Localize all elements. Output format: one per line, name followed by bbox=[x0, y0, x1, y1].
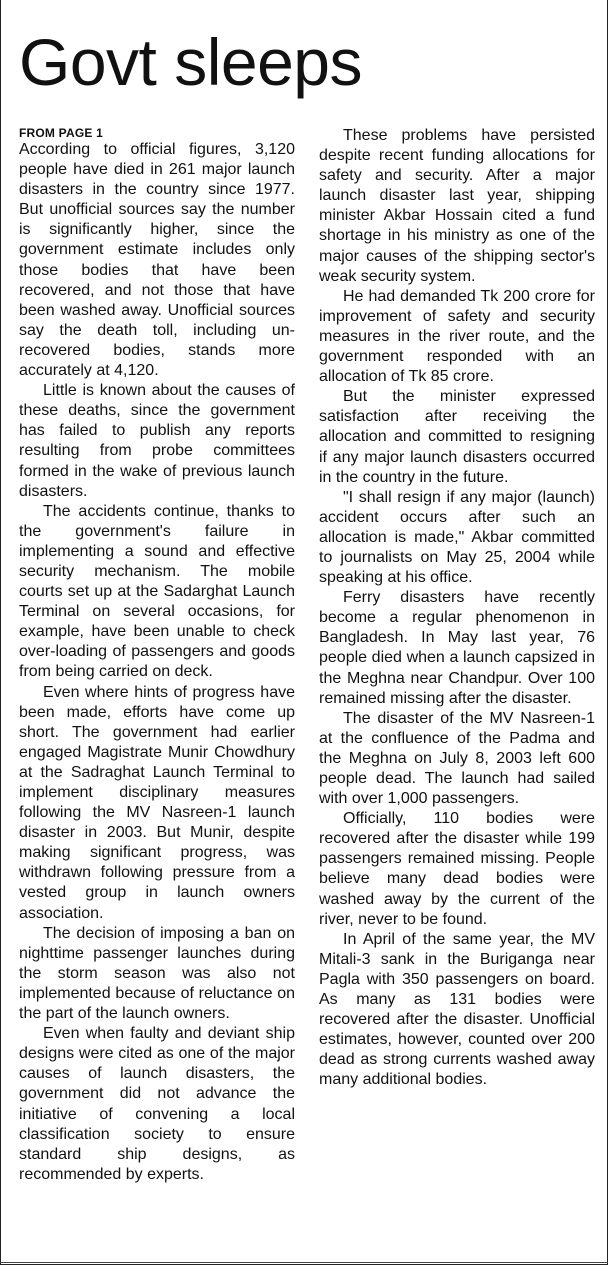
paragraph: Officially, 110 bodies were recovered after the disaster while 199 passengers remained missing. People believe many dead bodies were washed away by the current of the river, never to be found. bbox=[319, 810, 595, 928]
paragraph: But the minister expressed satisfaction after receiving the allocation and committed to resigning if any major launch disasters occurred in the country in the future. bbox=[319, 388, 595, 486]
bottom-rule bbox=[0, 1262, 608, 1263]
paragraph: He had demanded Tk 200 crore for improvement of safety and security measures in the river route, and the government responded with an allocation of Tk 85 crore. bbox=[319, 287, 595, 386]
paragraph: Little is known about the causes of these deaths, since the government has failed to publish any reports resulting from probe committees formed in the wake of previous launch disasters. bbox=[19, 382, 295, 500]
paragraph: The disaster of the MV Nasreen-1 at the confluence of the Padma and the Meghna on July 8, 2003 left 600 people dead. The launch had sailed with over 1,000 passengers. bbox=[319, 709, 595, 808]
paragraph: "I shall resign if any major (launch) accident occurs after such an allocation is made," Akbar committed to journalists on May 25, 2004 while speaking at his office. bbox=[319, 488, 595, 587]
paragraph: These problems have persisted despite recent funding allocations for safety and security. After a major launch disaster last year, shipping minister Akbar Hossain cited a fund shortage in his ministry as one of the major causes of the shipping sector's weak security system. bbox=[319, 127, 595, 285]
paragraph: Even when faulty and deviant ship designs were cited as one of the major causes of launch disasters, the government did not advance the initiative of convening a local classification society to ensure standard ship designs, as recommended by experts. bbox=[19, 1025, 295, 1183]
paragraph: Ferry disasters have recently become a regular phenomenon in Bangladesh. In May last year, 76 people died when a launch capsized in the Meghna near Chandpur. Over 100 remained missing after the disaster. bbox=[319, 589, 595, 707]
right-column bbox=[319, 126, 595, 1091]
paragraph: Even where hints of progress have been made, efforts have come up short. The government had earlier engaged Magistrate Munir Chowdhury at the Sadraghat Launch Terminal to implement disciplinary measures following the MV Nasreen-1 launch disaster in 2003. But Munir, despite making significant progress, was withdrawn following pressure from a vested group in launch owners association. bbox=[19, 683, 295, 922]
paragraph: According to official figures, 3,120 people have died in 261 major launch disasters in the country since 1977. But unofficial sources say the number is significantly higher, since the government estimate includes only those bodies that have been recovered, and not those that have been washed away. Unofficial sources say the death toll, including un-recovered bodies, stands more accurately at 4,120. bbox=[19, 141, 295, 380]
paragraph: The accidents continue, thanks to the government's failure in implementing a sound and effective security mechanism. The mobile courts set up at the Sadarghat Launch Terminal on several occasions, for example, have been unable to check over-loading of passengers and goods from being carried on deck. bbox=[19, 502, 295, 681]
headline: Govt sleeps bbox=[19, 25, 362, 99]
paragraph: In April of the same year, the MV Mitali-3 sank in the Buriganga near Pagla with 350 passengers on board. As many as 131 bodies were recovered after the disaster. Unofficial estimates, however, counted over 200 dead as strong currents washed away many additional bodies. bbox=[319, 930, 595, 1089]
left-column bbox=[19, 126, 295, 1185]
continued-from-label: FROM PAGE 1 bbox=[19, 126, 103, 140]
paragraph: The decision of imposing a ban on nighttime passenger launches during the storm season was also not implemented because of reluctance on the part of the launch owners. bbox=[19, 924, 295, 1023]
